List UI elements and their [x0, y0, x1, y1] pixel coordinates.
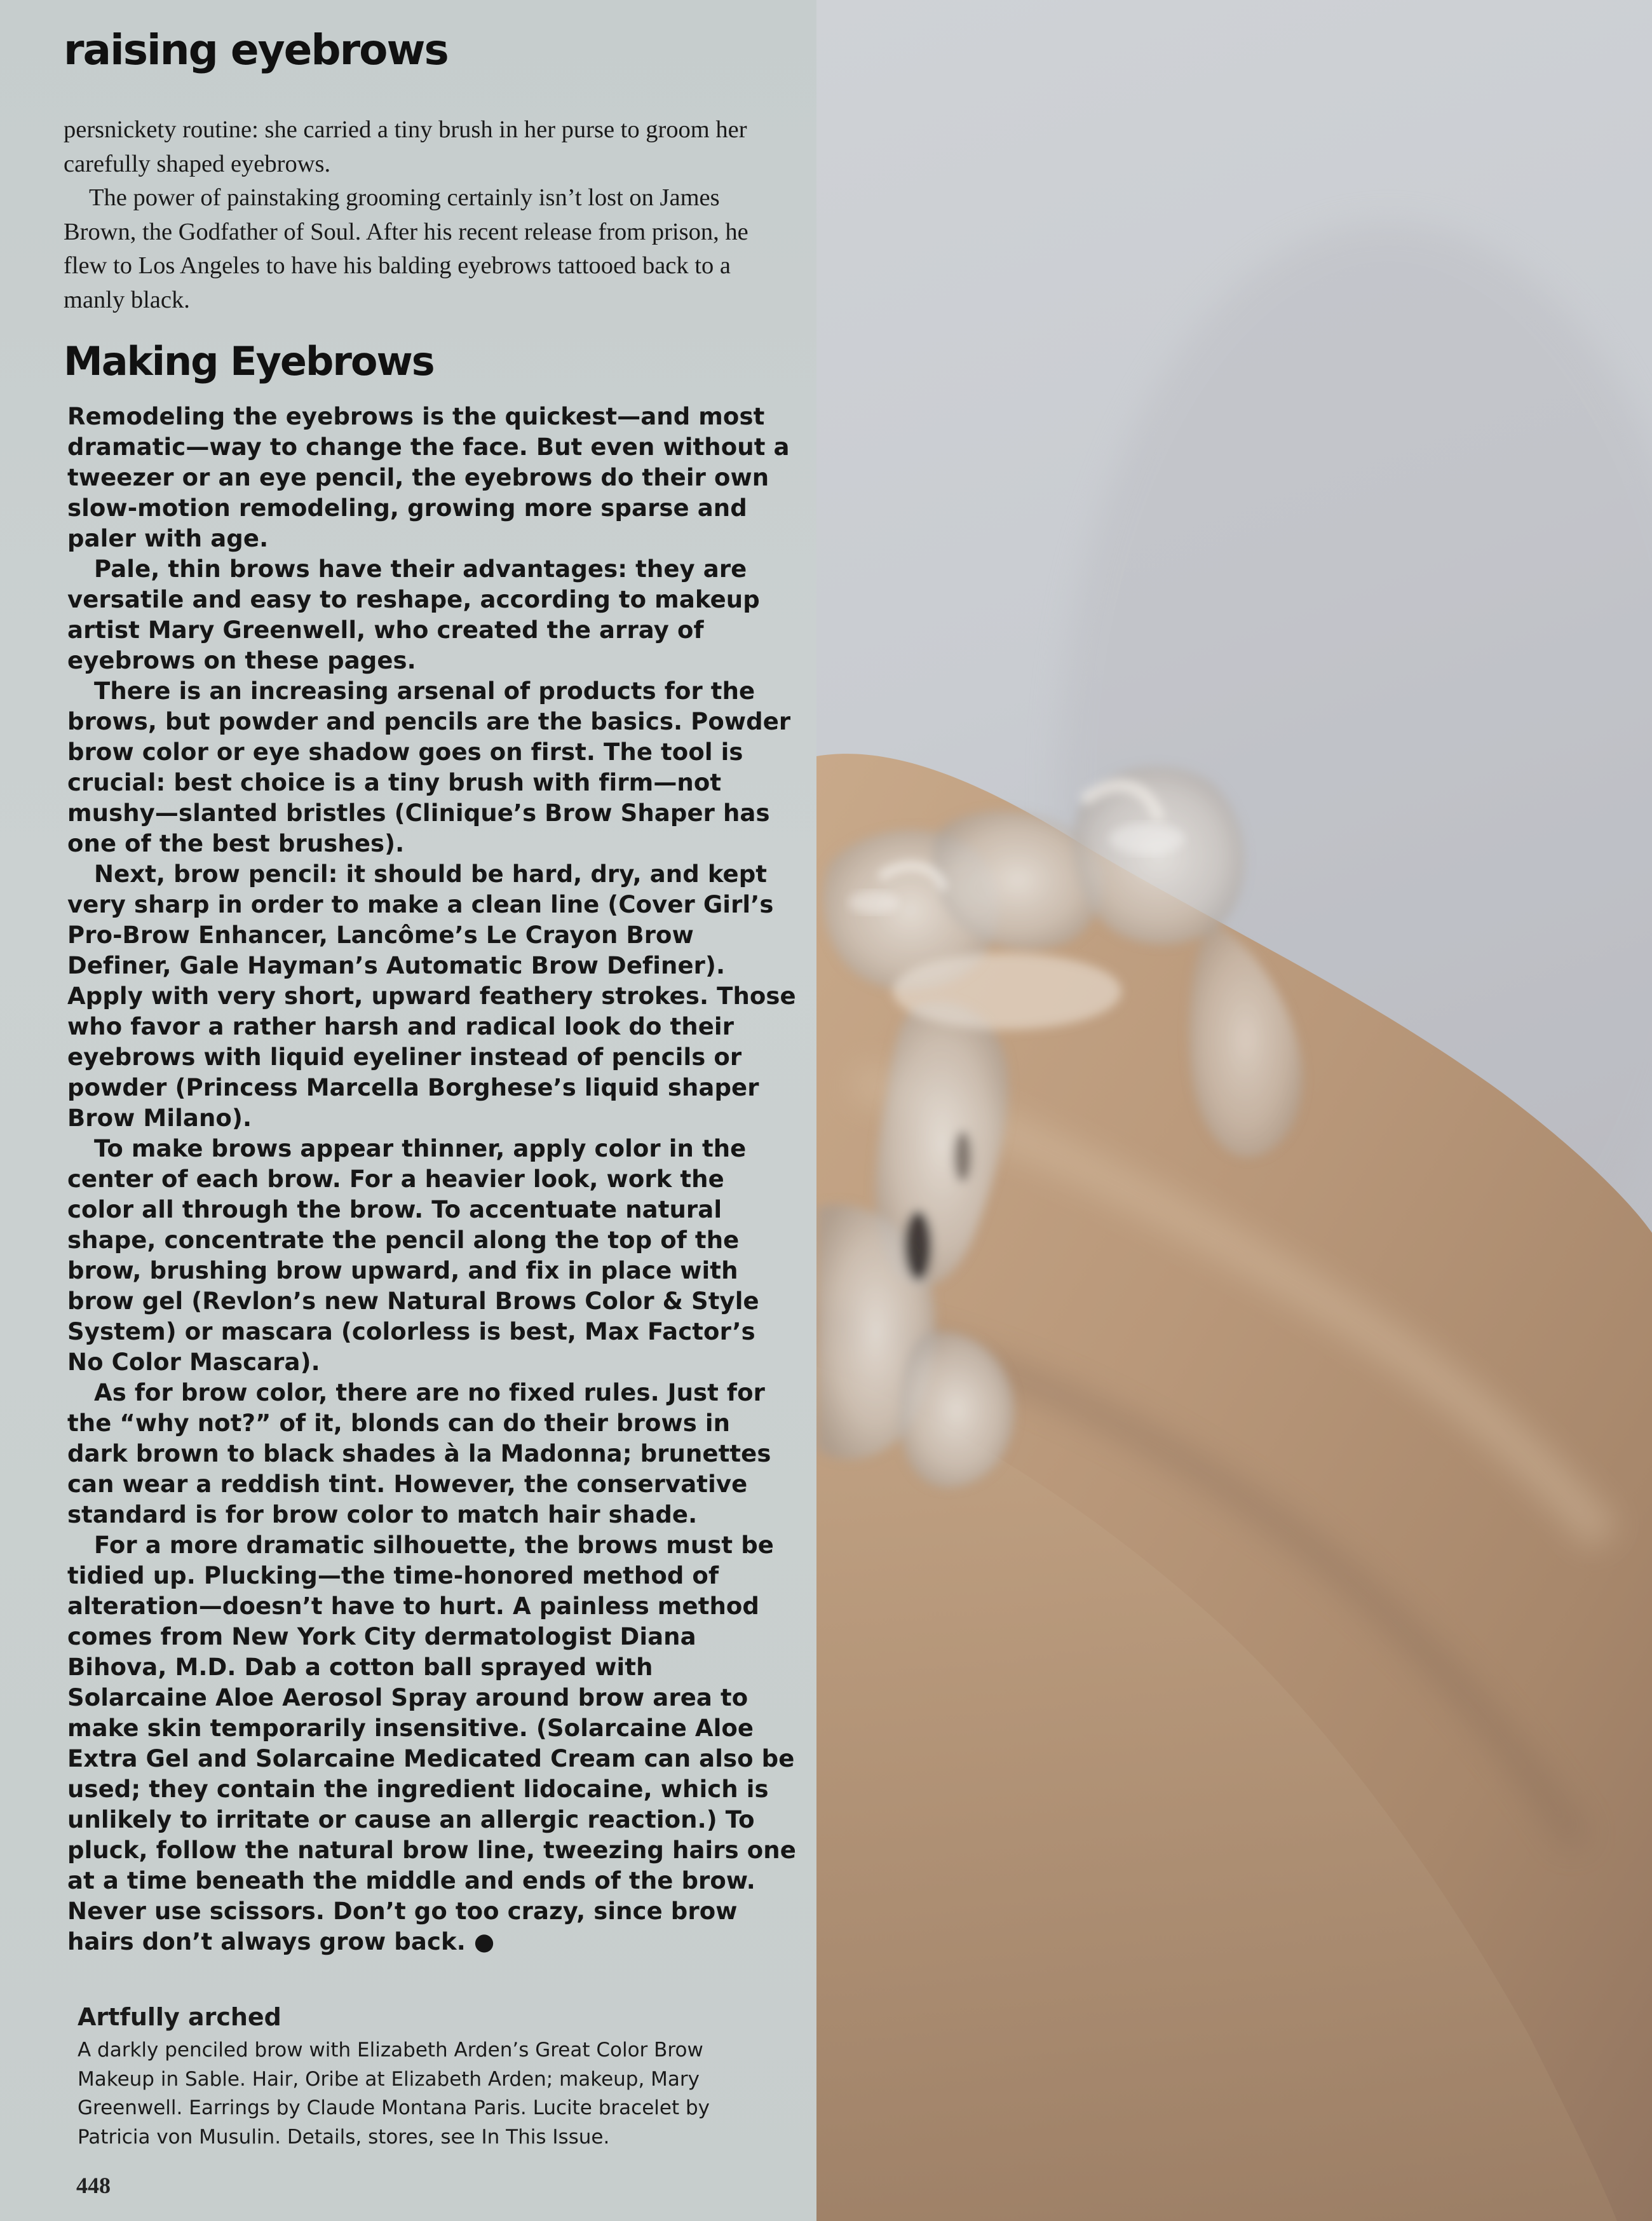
caption-text: A darkly penciled brow with Elizabeth Arden’s Great Color Brow Makeup in Sable. Hair, Oribe at Elizabeth Arden; makeup, Mary Greenwell. Earrings by Claude Montana Paris. Lucite bracelet by Patricia von Musulin. Details, stores, see In This Issue. [78, 2039, 710, 2149]
running-head: raising eyebrows [64, 25, 448, 74]
section-heading: Making Eyebrows [64, 338, 434, 384]
page-number: 448 [76, 2173, 111, 2198]
body-paragraph: To make brows appear thinner, apply color in the center of each brow. For a heavier look, work the color all through the brow. To accentuate natural shape, concentrate the pencil along the top of the brow, brushing brow upward, and fix in place with brow gel (Revlon’s new Natural Brows Color & Style System) or mascara (colorless is best, Max Factor’s No Color Mascara). [67, 1135, 759, 1376]
body-paragraph: There is an increasing arsenal of products for the brows, but powder and pencils are the basics. Powder brow color or eye shadow goes on first. The tool is crucial: best choice is a tiny brush with firm—not mushy—slanted bristles (Clinique’s Brow Shaper has one of the best brushes). [67, 677, 791, 857]
bracelet-on-arm-photo [816, 0, 1652, 2221]
photo-caption [78, 2002, 764, 2152]
body-paragraph: Next, brow pencil: it should be hard, dry, and kept very sharp in order to make a clean line (Cover Girl’s Pro-Brow Enhancer, Lancôme’s Le Crayon Brow Definer, Gale Hayman’s Automatic Brow Definer). Apply with very short, upward feathery strokes. Those who favor a rather harsh and radical look do their eyebrows with liquid eyeliner instead of pencils or powder (Princess Marcella Borghese’s liquid shaper Brow Milano). [67, 860, 796, 1132]
article-body [67, 402, 798, 1957]
body-paragraph: Remodeling the eyebrows is the quickest—and most dramatic—way to change the face. But even without a tweezer or an eye pencil, the eyebrows do their own slow-motion remodeling, growing more sparse and paler with age. [67, 403, 790, 552]
body-paragraph: As for brow color, there are no fixed rules. Just for the “why not?” of it, blonds can do their brows in dark brown to black shades à la Madonna; brunettes can wear a reddish tint. However, the conservative standard is for brow color to match hair shade. [67, 1379, 771, 1528]
caption-title: Artfully arched [78, 2003, 281, 2031]
intro-paragraph: The power of painstaking grooming certainly isn’t lost on James Brown, the Godfather of Soul. After his recent release from prison, he flew to Los Angeles to have his balding eyebrows tattooed back to a manly black. [64, 184, 748, 313]
text-column [0, 0, 816, 2221]
photograph [816, 0, 1652, 2221]
body-paragraph: Pale, thin brows have their advantages: they are versatile and easy to reshape, according to makeup artist Mary Greenwell, who created the array of eyebrows on these pages. [67, 555, 760, 674]
body-paragraph: For a more dramatic silhouette, the brows must be tidied up. Plucking—the time-honored method of alteration—doesn’t have to hurt. A painless method comes from New York City dermatologist Diana Bihova, M.D. Dab a cotton ball sprayed with Solarcaine Aloe Aerosol Spray around brow area to make skin temporarily insensitive. (Solarcaine Aloe Extra Gel and Solarcaine Medicated Cream can also be used; they contain the ingredient lidocaine, which is unlikely to irritate or cause an allergic reaction.) To pluck, follow the natural brow line, tweezing hairs one at a time beneath the middle and ends of the brow. Never use scissors. Don’t go too crazy, since brow hairs don’t always grow back. ● [67, 1532, 796, 1955]
intro-paragraph: persnickety routine: she carried a tiny brush in her purse to groom her carefully shaped eyebrows. [64, 116, 747, 177]
intro-text [64, 113, 775, 318]
